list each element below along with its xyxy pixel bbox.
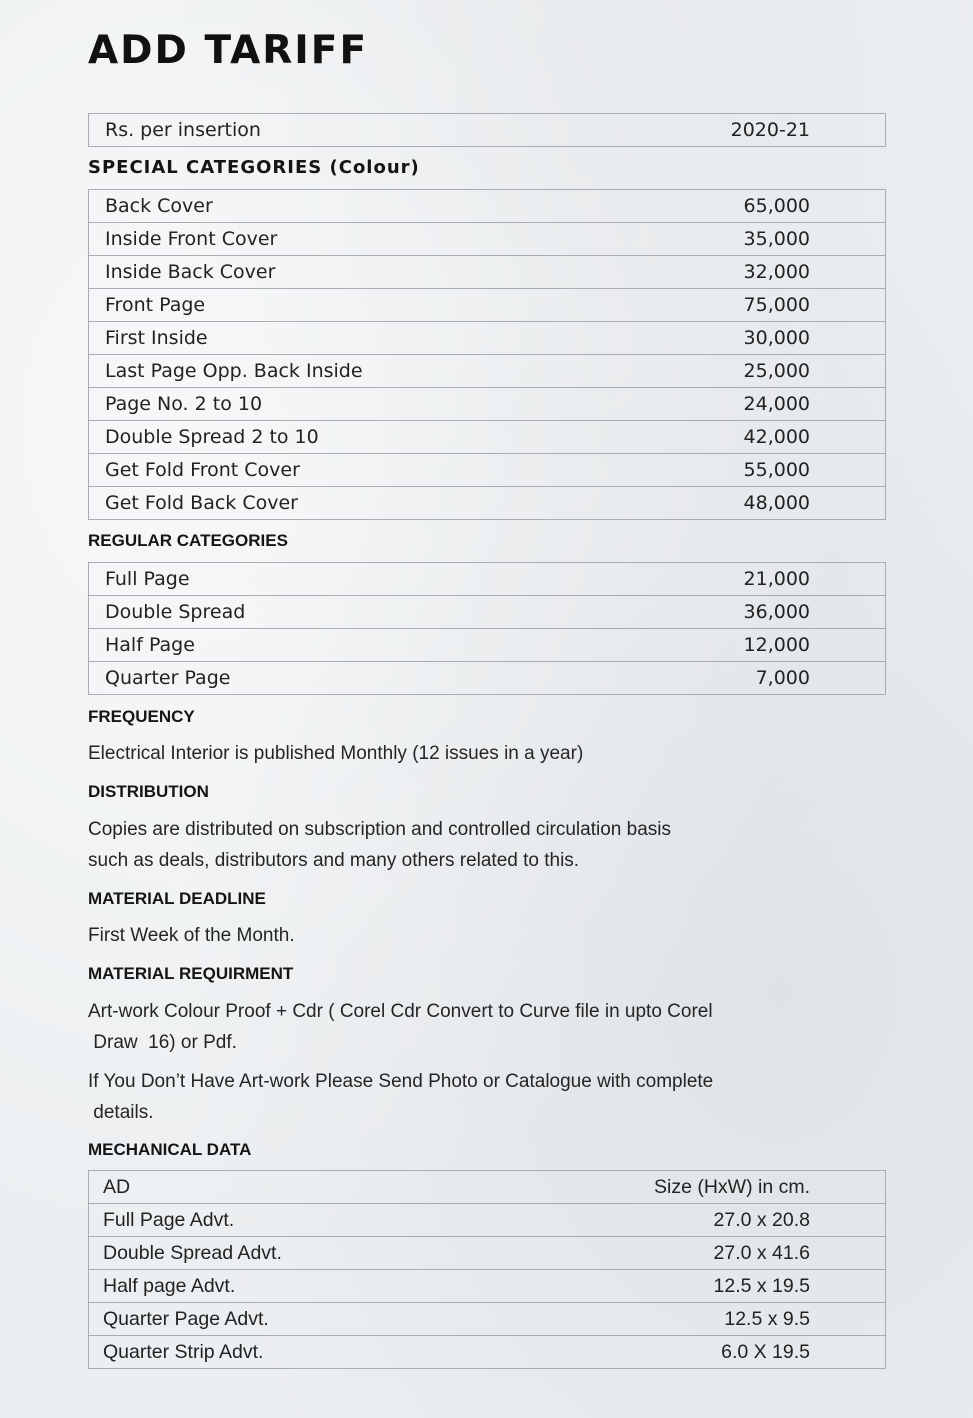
table-row xyxy=(89,1336,886,1369)
table-row xyxy=(89,190,886,223)
table-row xyxy=(89,223,886,256)
row-label: Front Page xyxy=(89,289,614,322)
material-deadline-text: First Week of the Month. xyxy=(88,925,295,946)
table-row xyxy=(89,1303,886,1336)
row-label: Inside Back Cover xyxy=(89,256,614,289)
material-requirement-heading: MATERIAL REQUIRMENT xyxy=(88,964,294,983)
row-value: 6.0 X 19.5 xyxy=(451,1336,885,1369)
material-deadline-heading: MATERIAL DEADLINE xyxy=(88,889,266,908)
row-label: Back Cover xyxy=(89,190,614,223)
row-value: 30,000 xyxy=(614,322,886,355)
row-label: Half page Advt. xyxy=(89,1270,452,1303)
material-requirement-p1-line2: Draw 16) or Pdf. xyxy=(88,1032,237,1053)
distribution-text-line2: such as deals, distributors and many others related to this. xyxy=(88,850,580,871)
row-value: 36,000 xyxy=(507,596,886,629)
row-label: First Inside xyxy=(89,322,614,355)
table-row xyxy=(89,629,886,662)
header-year: 2020-21 xyxy=(508,114,885,147)
row-label: Page No. 2 to 10 xyxy=(89,388,614,421)
row-label: Get Fold Back Cover xyxy=(89,487,614,520)
row-label: Full Page Advt. xyxy=(89,1204,452,1237)
row-label: Full Page xyxy=(89,563,507,596)
row-value: 42,000 xyxy=(614,421,886,454)
row-label: Last Page Opp. Back Inside xyxy=(89,355,614,388)
row-value: 75,000 xyxy=(614,289,886,322)
regular-categories-heading: REGULAR CATEGORIES xyxy=(88,531,288,550)
row-label: Inside Front Cover xyxy=(89,223,614,256)
table-row xyxy=(89,322,886,355)
table-row xyxy=(89,487,886,520)
table-row xyxy=(89,289,886,322)
row-label: Get Fold Front Cover xyxy=(89,454,614,487)
row-value: 65,000 xyxy=(614,190,886,223)
table-row xyxy=(89,1237,886,1270)
row-value: 21,000 xyxy=(507,563,886,596)
table-row xyxy=(89,256,886,289)
table-row xyxy=(89,596,886,629)
row-value: 48,000 xyxy=(614,487,886,520)
column-header-size: Size (HxW) in cm. xyxy=(451,1171,885,1204)
row-value: 32,000 xyxy=(614,256,886,289)
row-value: 27.0 x 20.8 xyxy=(451,1204,885,1237)
material-requirement-p2-line2: details. xyxy=(88,1102,154,1123)
table-row xyxy=(89,563,886,596)
distribution-text-line1: Copies are distributed on subscription and controlled circulation basis xyxy=(88,819,671,840)
table-row xyxy=(89,454,886,487)
special-categories-heading: SPECIAL CATEGORIES (Colour) xyxy=(88,157,420,178)
regular-categories-table xyxy=(88,562,886,695)
frequency-heading: FREQUENCY xyxy=(88,707,195,726)
row-label: Double Spread 2 to 10 xyxy=(89,421,614,454)
row-value: 12,000 xyxy=(507,629,886,662)
table-row xyxy=(89,114,886,147)
table-row xyxy=(89,388,886,421)
material-requirement-p1-line1: Art-work Colour Proof + Cdr ( Corel Cdr Convert to Curve file in upto Corel xyxy=(88,1001,713,1022)
table-row xyxy=(89,1204,886,1237)
row-label: Double Spread Advt. xyxy=(89,1237,452,1270)
mechanical-data-heading: MECHANICAL DATA xyxy=(88,1140,252,1159)
row-value: 12.5 x 19.5 xyxy=(451,1270,885,1303)
row-label: Quarter Page xyxy=(89,662,507,695)
page-title: ADD TARIFF xyxy=(88,28,369,73)
row-label: Quarter Page Advt. xyxy=(89,1303,452,1336)
distribution-heading: DISTRIBUTION xyxy=(88,782,209,801)
material-requirement-p2-line1: If You Don’t Have Art-work Please Send Photo or Catalogue with complete xyxy=(88,1071,714,1092)
row-value: 12.5 x 9.5 xyxy=(451,1303,885,1336)
header-label: Rs. per insertion xyxy=(89,114,509,147)
row-label: Quarter Strip Advt. xyxy=(89,1336,452,1369)
row-value: 24,000 xyxy=(614,388,886,421)
row-value: 25,000 xyxy=(614,355,886,388)
row-value: 27.0 x 41.6 xyxy=(451,1237,885,1270)
frequency-text: Electrical Interior is published Monthly (12 issues in a year) xyxy=(88,743,584,764)
table-row xyxy=(89,421,886,454)
column-header-ad: AD xyxy=(89,1171,452,1204)
table-header-row xyxy=(89,1171,886,1204)
row-value: 55,000 xyxy=(614,454,886,487)
row-label: Double Spread xyxy=(89,596,507,629)
row-value: 7,000 xyxy=(507,662,886,695)
table-row xyxy=(89,1270,886,1303)
tariff-header-table xyxy=(88,113,886,147)
row-value: 35,000 xyxy=(614,223,886,256)
special-categories-table xyxy=(88,189,886,520)
mechanical-data-table xyxy=(88,1170,886,1369)
row-label: Half Page xyxy=(89,629,507,662)
table-row xyxy=(89,662,886,695)
table-row xyxy=(89,355,886,388)
